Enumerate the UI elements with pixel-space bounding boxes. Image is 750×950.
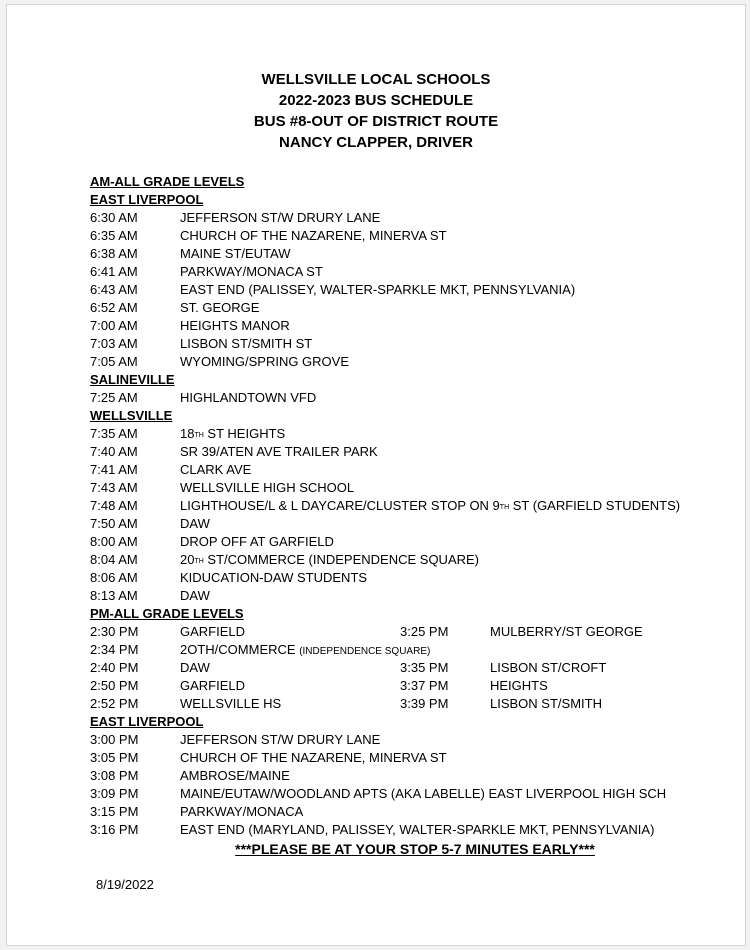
stop-note: (INDEPENDENCE SQUARE) <box>299 646 431 657</box>
stop-name: WELLSVILLE HS <box>180 696 282 711</box>
stop-name: ST. GEORGE <box>180 300 260 315</box>
schedule-row <box>90 785 730 803</box>
stop-time: 3:37 PM <box>400 678 449 693</box>
stop-time: 3:00 PM <box>90 732 139 747</box>
stop-name: LISBON ST/SMITH <box>490 696 602 711</box>
stop-name: SR 39/ATEN AVE TRAILER PARK <box>180 444 378 459</box>
am-heading: AM-ALL GRADE LEVELS <box>90 174 245 189</box>
schedule-row <box>90 659 730 677</box>
schedule-row <box>90 443 730 461</box>
stop-time: 8:04 AM <box>90 552 138 567</box>
stop-name: 20TH ST/COMMERCE (INDEPENDENCE SQUARE) <box>180 552 480 567</box>
schedule-row <box>90 263 730 281</box>
stop-name: HEIGHTS <box>490 678 548 693</box>
stop-name: LISBON ST/SMITH ST <box>180 336 313 351</box>
schedule-row <box>90 299 730 317</box>
stop-name: DAW <box>180 588 210 603</box>
stop-time: 6:35 AM <box>90 228 138 243</box>
stop-time: 7:35 AM <box>90 426 138 441</box>
schedule-row <box>90 281 730 299</box>
stop-time: 7:05 AM <box>90 354 138 369</box>
schedule-row <box>90 479 730 497</box>
stop-time: 6:43 AM <box>90 282 138 297</box>
stop-name: CHURCH OF THE NAZARENE, MINERVA ST <box>180 750 447 765</box>
stop-name: 2OTH/COMMERCE (INDEPENDENCE SQUARE) <box>180 642 431 657</box>
stop-time: 8:06 AM <box>90 570 138 585</box>
stop-time: 3:09 PM <box>90 786 139 801</box>
stop-name: MAINE ST/EUTAW <box>180 246 291 261</box>
stop-name: CLARK AVE <box>180 462 252 477</box>
stop-name: AMBROSE/MAINE <box>180 768 290 783</box>
stop-time: 7:25 AM <box>90 390 138 405</box>
stop-name: HIGHLANDTOWN VFD <box>180 390 317 405</box>
schedule-row <box>90 425 730 443</box>
schedule-row <box>90 749 730 767</box>
stop-time: 7:50 AM <box>90 516 138 531</box>
stop-name: WELLSVILLE HIGH SCHOOL <box>180 480 355 495</box>
stop-time: 2:40 PM <box>90 660 139 675</box>
stop-name: WYOMING/SPRING GROVE <box>180 354 350 369</box>
schedule-row <box>90 551 730 569</box>
stop-time: 7:03 AM <box>90 336 138 351</box>
stop-name: EAST END (PALISSEY, WALTER-SPARKLE MKT, PENNSYLVANIA) <box>180 282 576 297</box>
schedule-row <box>90 461 730 479</box>
stop-time: 8:00 AM <box>90 534 138 549</box>
stop-name: KIDUCATION-DAW STUDENTS <box>180 570 368 585</box>
schedule-row <box>90 533 730 551</box>
stop-time: 3:35 PM <box>400 660 449 675</box>
stop-time: 2:50 PM <box>90 678 139 693</box>
stop-name: 18TH ST HEIGHTS <box>180 426 286 441</box>
schedule-row <box>90 353 730 371</box>
document-date: 8/19/2022 <box>96 877 154 892</box>
stop-name: PARKWAY/MONACA <box>180 804 304 819</box>
title-line-1: WELLSVILLE LOCAL SCHOOLS <box>261 71 491 88</box>
stop-time: 3:25 PM <box>400 624 449 639</box>
title-line-4: NANCY CLAPPER, DRIVER <box>279 134 473 151</box>
stop-time: 3:39 PM <box>400 696 449 711</box>
schedule-row <box>90 335 730 353</box>
ordinal-suffix: TH <box>194 558 204 565</box>
stop-time: 3:05 PM <box>90 750 139 765</box>
schedule-row <box>90 587 730 605</box>
early-arrival-note: ***PLEASE BE AT YOUR STOP 5-7 MINUTES EARLY*** <box>235 841 595 857</box>
stop-name: DAW <box>180 516 210 531</box>
schedule-row <box>90 677 730 695</box>
document-title <box>7 69 745 153</box>
schedule-row <box>90 245 730 263</box>
stop-time: 8:13 AM <box>90 588 138 603</box>
title-line-2: 2022-2023 BUS SCHEDULE <box>278 92 474 109</box>
schedule-row <box>90 389 730 407</box>
stop-time: 3:15 PM <box>90 804 139 819</box>
pm-stops <box>90 623 730 713</box>
schedule-row <box>90 821 730 839</box>
schedule-row <box>90 227 730 245</box>
stop-time: 2:52 PM <box>90 696 139 711</box>
stop-name: HEIGHTS MANOR <box>180 318 290 333</box>
schedule-row <box>90 641 730 659</box>
stop-time: 3:16 PM <box>90 822 139 837</box>
section-heading-wellsville: WELLSVILLE <box>90 408 173 423</box>
stop-name: MAINE/EUTAW/WOODLAND APTS (AKA LABELLE) EAST LIVERPOOL HIGH SCH <box>180 786 667 801</box>
stop-time: 6:30 AM <box>90 210 138 225</box>
stop-time: 7:41 AM <box>90 462 138 477</box>
schedule-row <box>90 695 730 713</box>
document-page <box>6 4 746 946</box>
schedule-row <box>90 623 730 641</box>
schedule-row <box>90 515 730 533</box>
stop-time: 3:08 PM <box>90 768 139 783</box>
stop-name: CHURCH OF THE NAZARENE, MINERVA ST <box>180 228 447 243</box>
stop-name: PARKWAY/MONACA ST <box>180 264 323 279</box>
schedule-row <box>90 209 730 227</box>
stop-name: GARFIELD <box>180 678 246 693</box>
schedule-row <box>90 317 730 335</box>
stop-name: DROP OFF AT GARFIELD <box>180 534 334 549</box>
pm-heading: PM-ALL GRADE LEVELS <box>90 606 244 621</box>
schedule-row <box>90 731 730 749</box>
stop-time: 6:38 AM <box>90 246 138 261</box>
ordinal-suffix: TH <box>194 432 204 439</box>
section-heading-east-liverpool-pm: EAST LIVERPOOL <box>90 714 204 729</box>
schedule-row <box>90 569 730 587</box>
stop-time: 6:41 AM <box>90 264 138 279</box>
stop-name: JEFFERSON ST/W DRURY LANE <box>180 732 381 747</box>
stop-time: 7:43 AM <box>90 480 138 495</box>
stop-name: LISBON ST/CROFT <box>490 660 607 675</box>
section-heading-east-liverpool-am: EAST LIVERPOOL <box>90 192 204 207</box>
schedule-row <box>90 803 730 821</box>
am-salineville-stops <box>90 389 730 407</box>
stop-name: JEFFERSON ST/W DRURY LANE <box>180 210 381 225</box>
am-east-liverpool-stops <box>90 209 730 371</box>
stop-name: GARFIELD <box>180 624 246 639</box>
stop-name: DAW <box>180 660 210 675</box>
ordinal-suffix: TH <box>499 504 510 511</box>
schedule <box>90 173 730 859</box>
schedule-row <box>90 497 730 515</box>
stop-time: 2:34 PM <box>90 642 139 657</box>
title-line-3: BUS #8-OUT OF DISTRICT ROUTE <box>253 113 499 130</box>
stop-time: 6:52 AM <box>90 300 138 315</box>
stop-name: LIGHTHOUSE/L & L DAYCARE/CLUSTER STOP ON 9TH ST (GARFIELD STUDENTS) <box>180 498 681 513</box>
stop-time: 7:48 AM <box>90 498 138 513</box>
stop-name: EAST END (MARYLAND, PALISSEY, WALTER-SPARKLE MKT, PENNSYLVANIA) <box>180 822 655 837</box>
pm-east-liverpool-stops <box>90 731 730 839</box>
schedule-row <box>90 767 730 785</box>
stop-time: 2:30 PM <box>90 624 139 639</box>
stop-time: 7:00 AM <box>90 318 138 333</box>
section-heading-salineville: SALINEVILLE <box>90 372 175 387</box>
am-wellsville-stops <box>90 425 730 605</box>
stop-name: MULBERRY/ST GEORGE <box>490 624 643 639</box>
stop-time: 7:40 AM <box>90 444 138 459</box>
